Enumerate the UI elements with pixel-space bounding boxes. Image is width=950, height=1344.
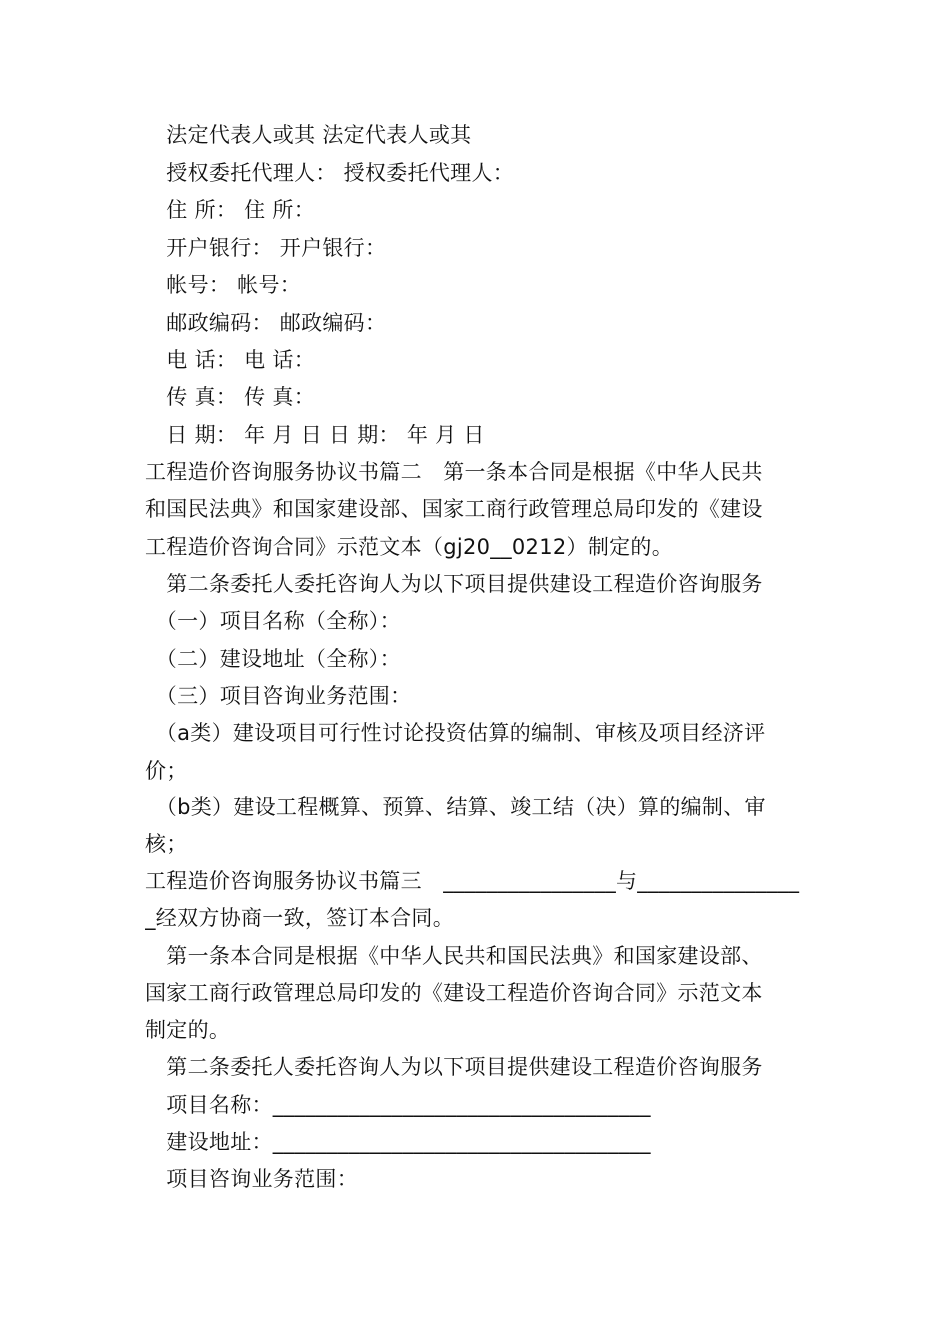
text-line: 帐号： 帐号： [145, 273, 302, 297]
text-line: （b类）建设工程概算、预算、结算、竣工结（决）算的编制、审 [145, 795, 766, 819]
text-line: 法定代表人或其 法定代表人或其 [145, 123, 472, 147]
text-line: 传 真： 传 真： [145, 385, 316, 409]
text-line: 建设地址：___________________________________ [145, 1130, 651, 1154]
text-line: 工程造价咨询服务协议书篇二 第一条本合同是根据《中华人民共 [145, 460, 763, 484]
text-line: 制定的。 [145, 1018, 231, 1042]
text-line: 项目名称：___________________________________ [145, 1093, 651, 1117]
text-line: 第一条本合同是根据《中华人民共和国民法典》和国家建设部、 [145, 944, 763, 968]
text-line: 电 话： 电 话： [145, 348, 316, 372]
text-line: 第二条委托人委托咨询人为以下项目提供建设工程造价咨询服务 [145, 1055, 763, 1079]
text-line: 邮政编码： 邮政编码： [145, 311, 387, 335]
text-line: 住 所： 住 所： [145, 198, 316, 222]
text-line: （二）建设地址（全称）： [145, 647, 401, 671]
text-line: 第二条委托人委托咨询人为以下项目提供建设工程造价咨询服务 [145, 572, 763, 596]
text-line: 日 期： 年 月 日 日 期： 年 月 日 [145, 423, 485, 447]
text-line: _经双方协商一致，签订本合同。 [145, 906, 454, 930]
text-line: 和国民法典》和国家建设部、国家工商行政管理总局印发的《建设 [145, 497, 763, 521]
text-line: 工程造价咨询服务协议书篇三 ________________与_______________ [145, 869, 800, 893]
text-line: 国家工商行政管理总局印发的《建设工程造价咨询合同》示范文本 [145, 981, 763, 1005]
text-line: （a类）建设项目可行性讨论投资估算的编制、审核及项目经济评 [145, 721, 766, 745]
text-line: 价； [145, 759, 188, 783]
text-line: （一）项目名称（全称）： [145, 609, 401, 633]
text-line: 项目咨询业务范围： [145, 1167, 358, 1191]
text-line: 工程造价咨询合同》示范文本（gj20__0212）制定的。 [145, 535, 674, 559]
text-line: 开户银行： 开户银行： [145, 236, 387, 260]
text-line: 授权委托代理人： 授权委托代理人： [145, 161, 515, 185]
text-line: （三）项目咨询业务范围： [145, 684, 412, 708]
text-line: 核； [145, 832, 188, 856]
